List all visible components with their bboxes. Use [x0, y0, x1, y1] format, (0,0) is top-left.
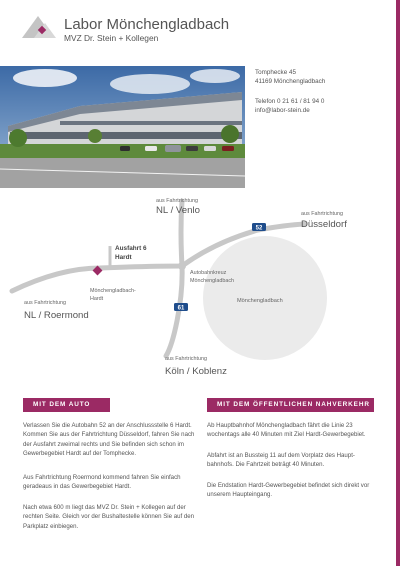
brand-subtitle: MVZ Dr. Stein + Kollegen [64, 33, 159, 43]
autobahnkreuz-line2: Mönchengladbach [190, 278, 235, 284]
duesseldorf-caption: aus Fahrtrichtung [301, 211, 343, 217]
exit-label-line2: Hardt [115, 254, 132, 261]
hardt-label-line1: Mönchengladbach- [90, 288, 136, 294]
roermond-caption: aus Fahrtrichtung [24, 300, 66, 306]
auto-heading: MIT DEM AUTO [23, 398, 110, 412]
auto-paragraph-3: Nach etwa 600 m liegt das MVZ Dr. Stein + Kollegen auf der rechten Seite. Gleich vor der Bushaltestelle können Sie auf den Parkplatz einbiegen. [23, 504, 195, 530]
roermond-label: NL / Roermond [24, 310, 89, 321]
hardt-label-line2: Hardt [90, 296, 104, 302]
venlo-label: NL / Venlo [156, 205, 200, 216]
koeln-caption: aus Fahrtrichtung [165, 356, 207, 362]
exit-label-line1: Ausfahrt 6 [115, 245, 147, 252]
auto-paragraph-1: Verlassen Sie die Autobahn 52 an der Anschlussstelle 6 Hardt. Kommen Sie aus der Fahrtrichtung Düsseldorf, fahren Sie nach der Ausfahrt zweimal rechts und Sie befinden sich schon im Gewerbegebiet Hardt auf der Tomphecke. [23, 422, 195, 458]
duesseldorf-label: Düsseldorf [301, 219, 347, 230]
svg-text:61: 61 [177, 305, 185, 312]
contact-email[interactable]: info@labor-stein.de [255, 107, 310, 114]
svg-text:52: 52 [255, 225, 263, 232]
venlo-caption: aus Fahrtrichtung [156, 198, 198, 204]
building-photo [0, 66, 245, 188]
a61-shield-icon [174, 303, 188, 312]
transit-paragraph-2: Abfahrt ist an Bussteig 11 auf dem Vorplatz des Haupt- bahnhofs. Die Fahrtzeit beträgt 40 Minuten. [207, 452, 355, 469]
lab-logo-icon [22, 14, 62, 44]
a52-shield-icon [252, 223, 266, 232]
a61-road [166, 201, 182, 356]
koeln-label: Köln / Koblenz [165, 366, 227, 377]
contact-street: Tomphecke 45 [255, 69, 296, 76]
transit-paragraph-1: Ab Hauptbahnhof Mönchengladbach fährt die Linie 23 wochentags alle 40 Minuten mit Ziel Hardt-Gewerbegebiet. [207, 422, 366, 439]
contact-city: 41169 Mönchengladbach [255, 78, 326, 85]
transit-paragraph-3: Die Endstation Hardt-Gewerbegebiet befindet sich direkt vor unserem Haupteingang. [207, 482, 370, 499]
brand-title: Labor Mönchengladbach [64, 16, 230, 33]
city-label: Mönchengladbach [237, 298, 283, 304]
auto-paragraph-2: Aus Fahrtrichtung Roermond kommend fahren Sie einfach geradeaus in das Gewerbegebiet Hardt. [23, 474, 181, 491]
autobahnkreuz-line1: Autobahnkreuz [190, 270, 227, 276]
directions-map [0, 196, 400, 388]
contact-phone[interactable]: Telefon 0 21 61 / 81 94 0 [255, 98, 325, 105]
transit-heading: MIT DEM ÖFFENTLICHEN NAHVERKEHR [207, 398, 374, 412]
